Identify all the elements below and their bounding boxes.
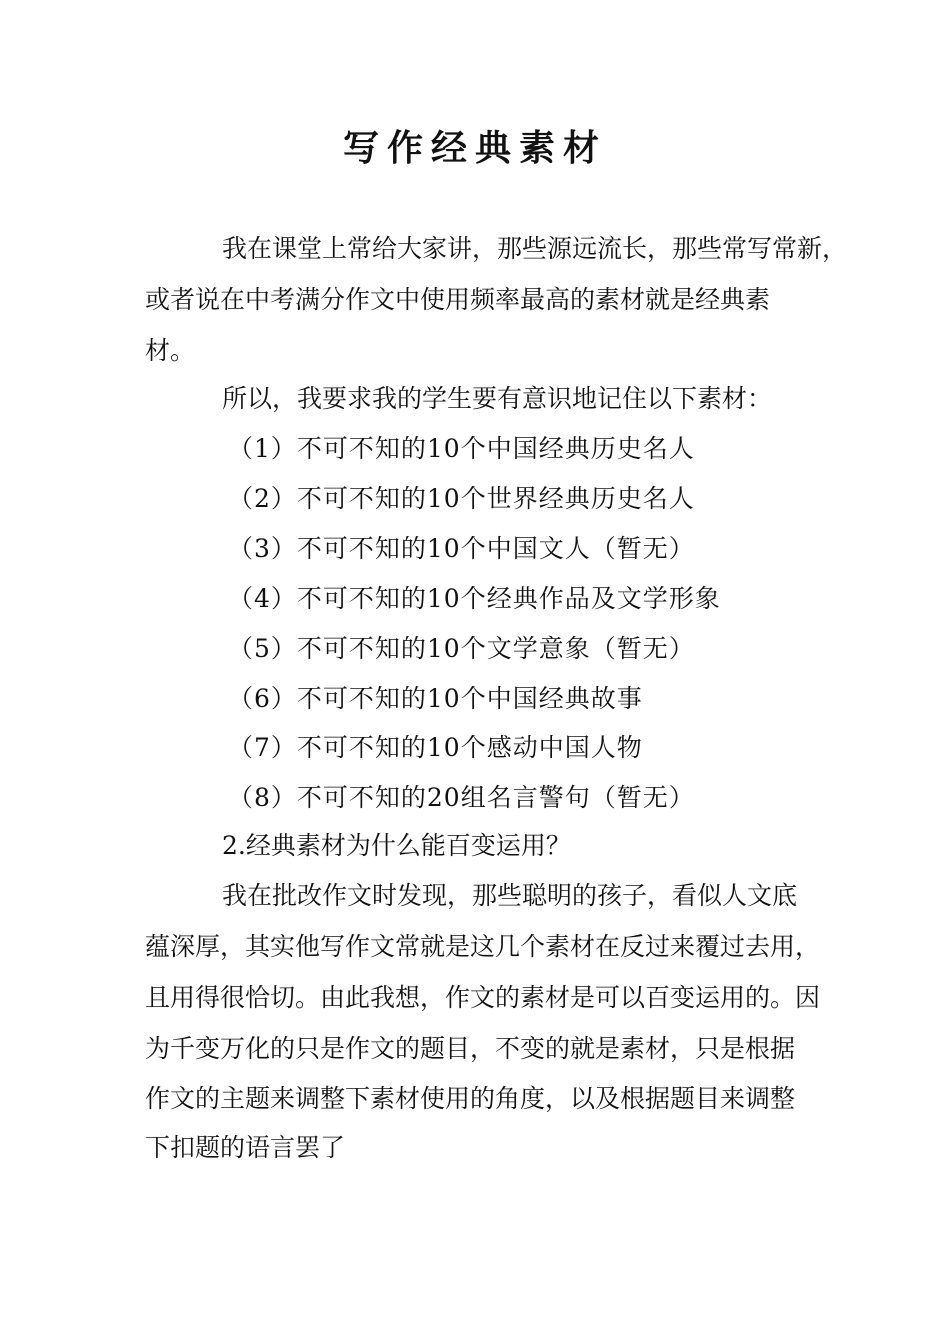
- body-line-3: 且用得很恰切。由此我想，作文的素材是可以百变运用的。因: [145, 983, 821, 1012]
- list-item: （6）不可不知的10个中国经典故事: [228, 684, 643, 713]
- intro-line-2: 或者说在中考满分作文中使用频率最高的素材就是经典素: [145, 285, 771, 314]
- body-line-1: 我在批改作文时发现，那些聪明的孩子，看似人文底: [222, 881, 798, 910]
- body-line-2: 蕴深厚，其实他写作文常就是这几个素材在反过来覆过去用，: [145, 932, 821, 961]
- requirement-line: 所以，我要求我的学生要有意识地记住以下素材：: [222, 384, 773, 413]
- section-heading: 2.经典素材为什么能百变运用？: [222, 831, 571, 860]
- body-line-5: 作文的主题来调整下素材使用的角度，以及根据题目来调整: [145, 1084, 796, 1113]
- list-item: （5）不可不知的10个文学意象（暂无）: [228, 634, 695, 663]
- list-item: （4）不可不知的10个经典作品及文学形象: [228, 584, 721, 613]
- list-item: （3）不可不知的10个中国文人（暂无）: [228, 534, 695, 563]
- list-item: （1）不可不知的10个中国经典历史名人: [228, 434, 695, 463]
- list-item: （8）不可不知的20组名言警句（暂无）: [228, 783, 695, 812]
- body-line-6: 下扣题的语言罢了: [145, 1133, 346, 1162]
- list-item: （2）不可不知的10个世界经典历史名人: [228, 484, 695, 513]
- intro-line-3: 材。: [145, 336, 196, 365]
- body-line-4: 为千变万化的只是作文的题目，不变的就是素材，只是根据: [145, 1034, 796, 1063]
- document-title: 写作经典素材: [342, 127, 607, 169]
- list-item: （7）不可不知的10个感动中国人物: [228, 733, 643, 762]
- intro-line-1: 我在课堂上常给大家讲，那些源远流长，那些常写常新，: [222, 234, 848, 263]
